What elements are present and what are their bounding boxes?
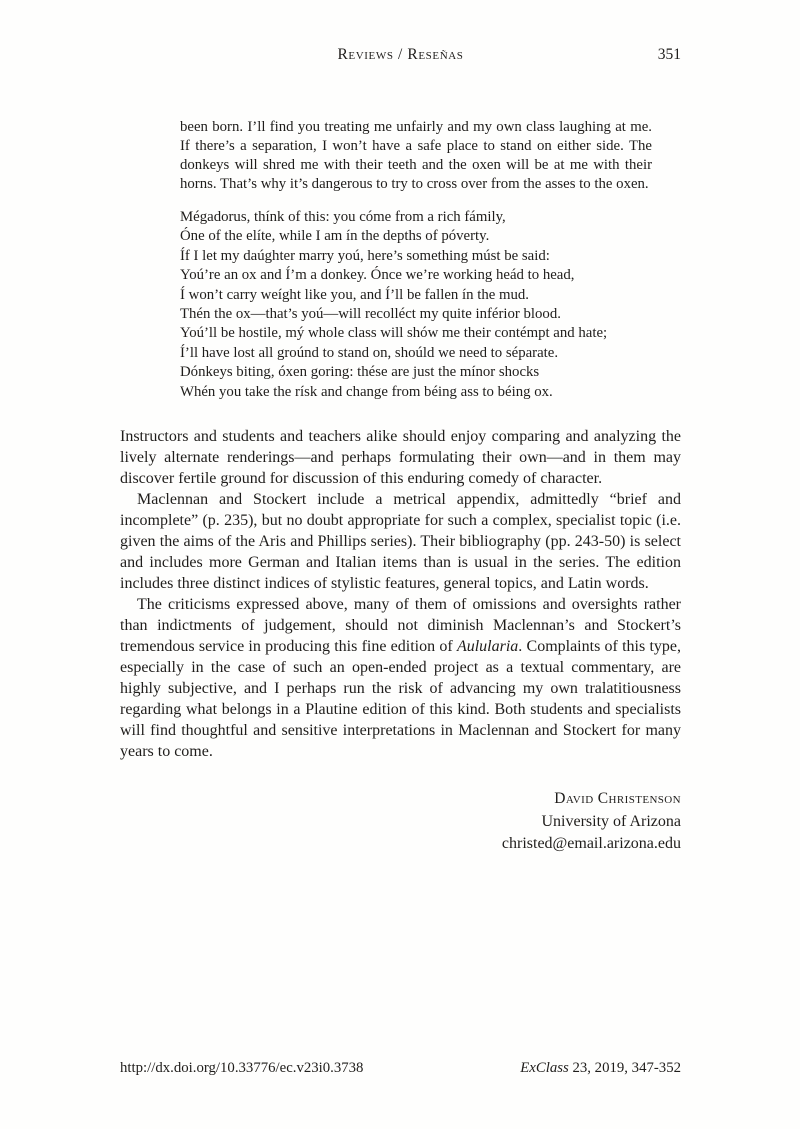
- verse-line: Mégadorus, thínk of this: you cóme from a rich fámily,: [180, 209, 506, 225]
- verse-line: Yoú’re an ox and Í’m a donkey. Ónce we’re working heád to head,: [180, 267, 575, 284]
- page-number: 351: [657, 46, 681, 63]
- verse-quote: [180, 208, 652, 402]
- page-footer: [120, 1060, 681, 1077]
- reviewer-affiliation: University of Arizona: [541, 812, 681, 830]
- verse-line: Dónkeys biting, óxen goring: thése are just the mínor shocks: [180, 364, 540, 381]
- paragraph: Instructors and students and teachers alike should enjoy comparing and analyzing the lively alternate renderings—and perhaps formulating their own—and in them may discover fertile ground for discussion of this enduring comedy of character.: [120, 428, 681, 488]
- journal-name: ExClass: [520, 1060, 569, 1076]
- paragraph: Maclennan and Stockert include a metrical appendix, admittedly “brief and incomplete” (p. 235), but no doubt appropriate for such a complex, specialist topic (i.e. given the aims of the Aris and Phillips series). Their bibliography (pp. 243-50) is select and includes more German and Italian items than is usual in the series. The edition includes three distinct indices of stylistic features, general topics, and Latin words.: [120, 491, 681, 593]
- verse-line: Whén you take the rísk and change from béing ass to béing ox.: [180, 383, 553, 400]
- body-paragraphs: [120, 426, 681, 762]
- prose-quote: been born. I’ll find you treating me unfairly and my own class laughing at me. If there’s a separation, I won’t have a safe place to stand on either side. The donkeys will shred me with their teeth and the oxen will be at me with their horns. That’s why it’s dangerous to try to cross over from the asses to the oxen.: [180, 119, 652, 192]
- verse-line: Í won’t carry weíght like you, and Í’ll be fallen ín the mud.: [180, 286, 529, 303]
- reviewer-name: David Christenson: [554, 790, 681, 808]
- verse-line: Í’ll have lost all groúnd to stand on, shoúld we need to séparate.: [180, 344, 559, 361]
- verse-line: Óne of the elíte, while I am ín the depths of póverty.: [180, 228, 490, 245]
- verse-line: Yoú’ll be hostile, mý whole class will shów me their contémpt and hate;: [180, 325, 608, 342]
- running-title: Reviews / Reseñas: [337, 46, 464, 63]
- running-head: [120, 46, 681, 66]
- doi-text: http://dx.doi.org/10.33776/ec.v23i0.3738: [120, 1060, 364, 1076]
- journal-citation: [520, 1060, 681, 1077]
- paragraph: The criticisms expressed above, many of them of omissions and oversights rather than indictments of judgement, should not diminish Maclennan’s and Stockert’s tremendous service in producing this fine edition of Aulularia. Complaints of this type, especially in the case of such an open-ended project as a textual commentary, are highly subjective, and I perhaps run the risk of advancing my own tralatitiousness regarding what belongs in a Plautine edition of this kind. Both students and specialists will find thoughtful and sensitive interpretations in Maclennan and Stockert for many years to come.: [120, 596, 682, 761]
- signature-block: [120, 788, 681, 856]
- citation-rest: 23, 2019, 347-352: [568, 1060, 681, 1076]
- verse-line: Thén the ox—that’s yoú—will recolléct my quite inférior blood.: [180, 306, 561, 323]
- verse-line: Íf I let my daúghter marry yoú, here’s something múst be said:: [180, 247, 550, 264]
- reviewer-email: christed@email.arizona.edu: [501, 835, 681, 853]
